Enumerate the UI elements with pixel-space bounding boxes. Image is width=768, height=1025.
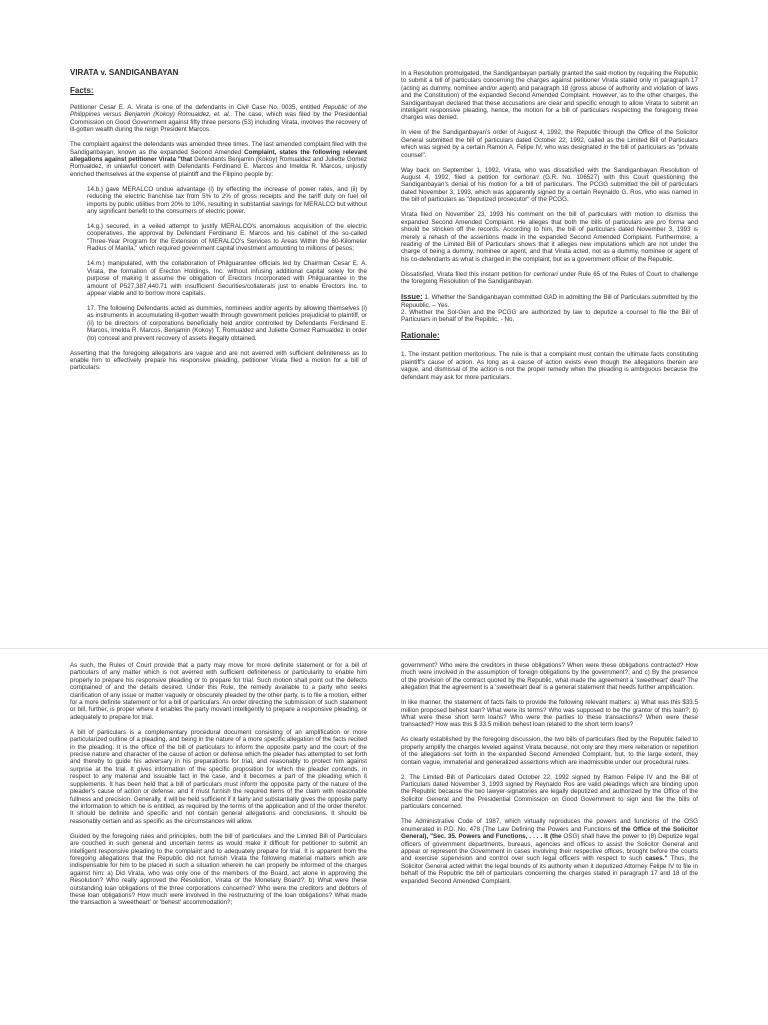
text: Virata filed on November 23, 1993 his comment on the bill of particulars with motion to dismiss the expanded Second Amended Complaint. He alleges that both the bills of particulars are	[401, 211, 698, 226]
paragraph: In like manner, the statement of facts fails to provide the following relevant matters: a) What was this $33.5 million proposed behest loan? What were its terms? Who was supposed to be the grantor of this loan?; b) What were these short term loans? Who were the parties to these transactions? When were these transacted? How was this $ 33.5 million behest loan related to the short term loans?	[401, 699, 698, 729]
text: . The case, which was filed by the Presidential Commission on Good Government against fifty three persons (53) including Virata, involves the recovery of ill-gotten wealth during the reign President Marcos.	[70, 111, 367, 134]
paragraph: As clearly established by the foregoing discussion, the two bills of particulars filed by the Republic failed to properly amplify the charges leveled against Virata because, not only are they mere reiteration or repetition of the allegations set forth in the expanded Second Amended Complaint, but, to the large extent, they contain vague, immaterial and generalized assertions which are inadmissible under our procedural rules.	[401, 736, 698, 766]
text: Defendants Benjamin (Kokoy) Romualdez and Juliette Gomez Romualdez, in unlawful concert with Defendants Ferdinand E. Marcos and Imelda R. Marcos, unjustly enriched themselves at the expense of plaintiff and the Filipino people by:	[70, 156, 367, 178]
quoted-allegation: 14.b.) gave MERALCO undue advantage (i) by effecting the increase of power rates, and (ii) by reducing the electric franchise tax from 5% to 2% of gross receipts and the tariff duty on fuel oil imports by public utilities from 20% to 10%, resulting in substantial savings for MERALCO but without any significant benefit to the consumers of electric power.	[87, 185, 367, 216]
text: Thus, the Solicitor General acted within the legal bounds of its authority when it deputized Attorney Felipe IV to file in behalf of the Republic the bill of particulars concerning the charges stated in paragraph 17 and 18 of the expanded Second Amended Complaint.	[401, 855, 698, 885]
paragraph: 1. The instant petition meritorious. The rule is that a complaint must contain the ultimate facts constituting plaintiff's cause of action. As long as a cause of action exists even though the allegations therein are vague, and dismissal of the action is not the proper remedy when the pleading is ambiguous because the defendant may ask for more particulars.	[401, 351, 698, 381]
paragraph	[70, 141, 367, 178]
text: Petitioner Cesar E. A. Virata is one of the defendants in Civil Case No. 0035, entitled	[70, 104, 324, 111]
paragraph: In view of the Sandiganbayan's order of August 4, 1992, the Republic through the Office of the Solicitor General submitted the bill of particulars dated October 22, 1992, called as the Limited Bill of Particulars which was signed by a certain Ramon A. Felipe IV, who was designated in the bill of particulars as "private counsel".	[401, 129, 698, 159]
paragraph: government? Who were the creditors in these obligations? When were these obligations contracted? How much were involved in the assumption of foreign obligations by the government?; and c) By the presence of the provision of the contract quoted by the Republic, what made the agreement a 'sweetheart' deal? The allegation that the agreement is a 'sweetheart deal' is a general statement that needs further amplification.	[401, 662, 698, 692]
text: under Rule 65 of the Rules of Court to challenge the foregoing Resolution of the Sandiganbayan.	[401, 270, 698, 286]
page1-right-column	[401, 70, 698, 389]
italic-text: pro forma	[656, 218, 685, 226]
text: The Administrative Code of 1987, which virtually reproduces the powers and functions of the OSG enumerated in P.D. No. 478 (The Law Defining the Powers and Functions	[401, 818, 698, 833]
rationale-heading: Rationale:	[401, 331, 440, 341]
text: OSG) shall have the power to (8) Deputize legal officers of government departments, bureaus, agencies and offices to assist the Solicitor General and appear or represent the Government in cases involving their respective offices, brought before the courts and exercise supervision and control over such legal officers with respect to such	[401, 833, 698, 863]
paragraph: In a Resolution promulgated, the Sandiganbayan partially granted the said motion by requiring the Republic to submit a bill of particulars concerning the charges against petitioner Virata stated only in paragraph 17 (acting as dummy, nominee and/or agent) and paragraph 18 (gross abuse of authority and violation of laws and the Constitution) of the expanded Second Amended Complaint. However, as to the other charges, the Sandiganbayan declared that these accusations are clear and specific enough to allow Virata to submit an intelligent responsive pleading, hence, the motion for a bill of particulars respecting the foregoing three charges was denied.	[401, 70, 698, 122]
italic-text: certiorari	[514, 174, 539, 182]
paragraph: As such, the Rules of Court provide that a party may move for more definite statement or for a bill of particulars of any matter which is not averred with sufficient definiteness or particularity to enable him properly to prepare his responsive pleading or to prepare for trial. Such motion shall point out the defects complained of and the details desired. Under this Rule, the remedy available to a party who seeks clarification of any issue or matter vaguely or obscurely pleaded by the other party, is to file a motion, either for a more definite statement or for a bill of particulars. An order directing the submission of such statement or bill, further, is proper where it enables the party movant intelligently to prepare a responsive pleading, or adequately to prepare for trial.	[70, 662, 367, 721]
text: Dissatisfied, Virata filed this instant petition for	[401, 270, 534, 278]
page1-left-column	[70, 68, 367, 379]
text: The complaint against the defendants was amended three times. The last amended complaint filed with the Sandiganbayan, known as the expanded Second Amended	[70, 141, 367, 156]
text: and should be stricken off the records. According to him, the bill of particulars dated November 3, 1993 is merely a rehash of the assertions made in the expanded Second Amended Complaint. Furthermore, a reading of the Limited Bill of Particulars shows that it alleges new imputations which are not under the charge of being a dummy, nominee or agent, and that Virata acted, not as a dummy, nominee or agent of his co-defendants as what is charged in the complaint, but as a government officer of the Republic.	[401, 218, 698, 263]
bold-text: of the Office of the Solicitor General), "Sec. 35. Powers and Functions, . . . . It (the	[401, 825, 698, 841]
paragraph: 2. The Limited Bill of Particulars dated October 22, 1992 signed by Ramon Felipe IV and the Bill of Particulars dated November 3, 1993 signed by Reynaldo Ros are valid pleadings which are binding upon the Republic because the two lawyer-signatories are legally deputized and authorized by the Office of the Solicitor General and the Presidential Commission on Good Government to sign and file the bills of particulars concerned.	[401, 773, 698, 811]
quoted-allegation: 17. The following Defendants acted as dummies, nominees and/or agents by allowing themselves (i) as instruments in accumulating ill-gotten wealth through government policies prejudicial to plaintiff, or (ii) to be directors of corporations beneficially held and/or controlled by Defendants Ferdinand E. Marcos, Imelda R. Marcos, Benjamin (Kokoy) T. Romualdez and Juliette Gomez Ramualdez in order (to) conceal and prevent recovery of assets illegally obtained.	[87, 304, 367, 342]
paragraph: Guided by the foregoing rules and principles, both the bill of particulars and the Limited Bill of Particulars are couched in such general and uncertain terms as would make it difficult for petitioner to submit an intelligent responsive pleading to the complaint and to adequately prepare for trial. It is apparent from the foregoing allegations that the Republic did not furnish Virata the following material matters which are indispensable for him to be placed in such a situation wherein he can properly be informed of the charges against him: a) Did Virata, who was only one of the members of the Board, act alone in approving the Resolution? Who really approved the Resolution, Virata or the Monetary Board?; b) What were these outstanding loan obligations of the three corporations concerned? Who were the creditors and debtors of these loan obligations? How much were involved in the restructuring of the loan obligations? What made the transaction a 'sweetheart' or 'behest' accommodation?;	[70, 832, 367, 907]
page2-left-column	[70, 662, 367, 914]
paragraph	[401, 271, 698, 286]
italic-text: certiorari	[533, 270, 558, 278]
document-title: VIRATA v. SANDIGANBAYAN	[70, 68, 179, 77]
paragraph	[401, 211, 698, 263]
issue-label: Issue:	[401, 292, 423, 302]
facts-heading: Facts:	[70, 86, 94, 95]
paragraph	[70, 104, 367, 134]
issue-item: 1. Whether the Sandiganbayan committed GAD in admitting the Bill of Particulars submitted by the Repuublic. – Yes.	[401, 294, 698, 309]
bold-text: cases."	[645, 855, 668, 863]
paragraph: Asserting that the foregoing allegations are vague and are not averred with sufficient definiteness as to enable him to effectively prepare his responsive pleading, petitioner Virata filed a motion for a bill of particulars.	[70, 349, 367, 372]
paragraph	[401, 818, 698, 885]
page2-right-column	[401, 662, 698, 893]
text: (G.R. No. 106527) with this Court questioning the Sandiganbayan's denial of his motion for a bill of particulars. The PCGG submitted the bill of particulars dated November 3, 1993, which was apparently signed by a certain Reynaldo G. Ros, who was named in the bill of particulars as "deputized prosecutor" of the PCGG.	[401, 174, 698, 204]
paragraph: A bill of particulars is a complementary procedural document consisting of an amplification or more particularized outline of a pleading, and being in the nature of a more specific allegation of the facts recited in the pleading. It is the office of the bill of particulars to inform the opposite party and the court of the precise nature and character of the cause of action or defense which the pleader has attempted to set forth and thereby to guide his adversary in his preparations for trial, and reasonably to protect him against surprise at the trial. It gives information of the specific proposition for which the pleader contends, in respect to any material and issuable fact in the case, and it becomes a part of the pleading which it supplements. It has been held that a bill of particulars must inform the opposite party of the nature of the pleader's cause of action or defense, and it must furnish the required items of the claim with reasonable fullness and precision. Generally, it will be held sufficient if it fairly and substantially gives the opposite party the information to which he is entitled, as required by the terms of the application and of the order therefor. It should be definite and specific and not contain general allegations and conclusions. It should be reasonably certain and as specific as the circumstances will allow.	[70, 728, 367, 825]
issue-paragraph	[401, 293, 698, 309]
case-title: Republic of the Philippines versus Benjamin (Kokoy) Romualdez, et. al.	[70, 104, 368, 119]
paragraph	[401, 167, 698, 204]
quoted-allegation: 14.m.) manipulated, with the collaboration of Philguarantee officials led by Chairman Cesar E. A. Virata, the formation of Erecton Holdings, Inc. without infusing additional capital solely for the purpose of making it assume the obligation of Erectors Incorporated with Philguarantee in the amount of P527,387,440.71 with insufficient Securities/collaterals just to enable Erectors Inc. to appear viable and to borrow more capitals.	[87, 260, 367, 297]
issue-item: 2. Whether the Sol-Gen and the PCGG are authorized by law to deputize a counsel to file the Bill of Particulars in behalf of the Repiblic. - No.	[401, 308, 698, 324]
bold-text: Complaint, states the following relevant allegations against petitioner Virata "that	[70, 148, 367, 164]
text: Way back on September 1, 1992, Virata, who was dissatisfied with the Sandiganbayan Resolution of August 4, 1992, filed a petition for	[401, 166, 698, 182]
quoted-allegation: 14.g.) secured, in a veiled attempt to justify MERALCO's anomalous acquisition of the electric cooperatives, the approval by Defendant Ferdinand E. Marcos and his cabinet of the so-called "Three-Year Program for the Extension of MERALCO's Services to Areas Within the 60-Kilometer Radius of Manila," which required government capital investment amounting to millions of pesos;	[87, 223, 367, 253]
